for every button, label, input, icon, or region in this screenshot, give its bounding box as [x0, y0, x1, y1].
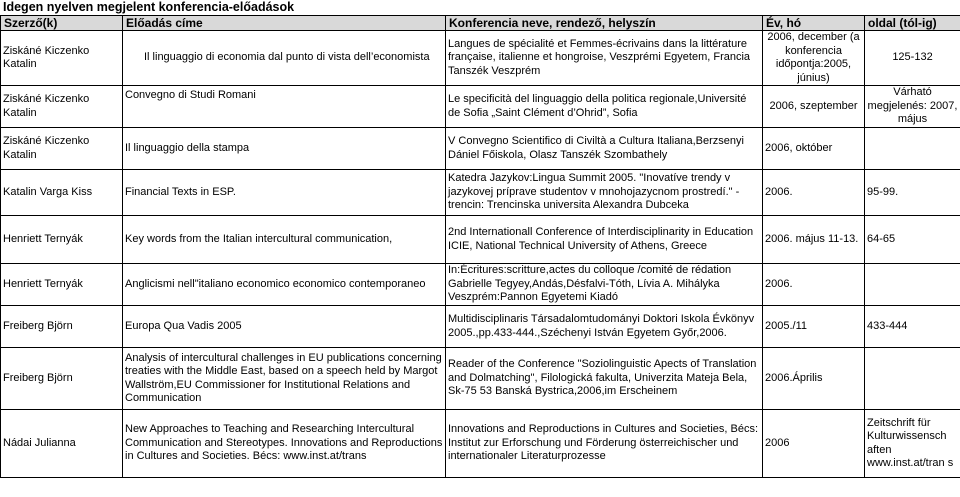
table-row — [1, 31, 960, 86]
cell-author: Ziskáné Kiczenko Katalin — [1, 86, 123, 128]
cell-date: 2006, szeptember — [763, 86, 865, 128]
table-row — [1, 264, 960, 306]
cell-pages: 125-132 — [865, 31, 960, 86]
cell-date: 2006.Április — [763, 348, 865, 410]
cell-pages — [865, 348, 960, 410]
cell-title: Key words from the Italian intercultural communication, — [123, 216, 446, 264]
table-row — [1, 348, 960, 410]
cell-pages: 433-444 — [865, 306, 960, 348]
cell-pages: Zeitschrift für Kulturwissensch aften www.inst.at/tran s — [865, 410, 960, 478]
cell-pages: 64-65 — [865, 216, 960, 264]
header-pages: oldal (tól-ig) — [865, 16, 960, 31]
cell-title: Convegno di Studi Romani — [123, 86, 446, 128]
sheet-title: Idegen nyelven megjelent konferencia-előadások — [3, 0, 295, 14]
table-row — [1, 216, 960, 264]
header-author: Szerző(k) — [1, 16, 123, 31]
cell-conference: Katedra Jazykov:Lingua Summit 2005. "Inovatíve trendy v jazykovej príprave studentov v mnohojazycnom prostredí." - trencin: Trencinska universita Alexandra Dubceka — [446, 170, 763, 216]
cell-title: Il linguaggio della stampa — [123, 128, 446, 170]
cell-author: Henriett Ternyák — [1, 216, 123, 264]
cell-pages: Várható megjelenés: 2007, május — [865, 86, 960, 128]
header-title: Előadás címe — [123, 16, 446, 31]
cell-date: 2006. május 11-13. — [763, 216, 865, 264]
cell-author: Henriett Ternyák — [1, 264, 123, 306]
table-row — [1, 86, 960, 128]
cell-pages: 95-99. — [865, 170, 960, 216]
table-row — [1, 128, 960, 170]
conference-table — [0, 15, 960, 478]
cell-author: Nádai Julianna — [1, 410, 123, 478]
cell-author: Ziskáné Kiczenko Katalin — [1, 31, 123, 86]
header-date: Év, hó — [763, 16, 865, 31]
cell-author: Freiberg Björn — [1, 306, 123, 348]
header-row — [1, 16, 960, 31]
cell-conference: 2nd Internationall Conference of Interdisciplinarity in Education ICIE, National Technical University of Athens, Greece — [446, 216, 763, 264]
cell-title: Analysis of intercultural challenges in EU publications concerning treaties with the Middle East, based on a speech held by Margot Wallström,EU Commissioner for Institutional Relations and Communication — [123, 348, 446, 410]
cell-date: 2006. — [763, 264, 865, 306]
table-row — [1, 170, 960, 216]
cell-conference: Multidisciplinaris Társadalomtudományi Doktori Iskola Évkönyv 2005.,pp.433-444.,Széchenyi István Egyetem Győr,2006. — [446, 306, 763, 348]
cell-conference: V Convegno Scientifico di Civiltà a Cultura Italiana,Berzsenyi Dániel Főiskola, Olasz Tanszék Szombathely — [446, 128, 763, 170]
cell-conference: Innovations and Reproductions in Cultures and Societies, Bécs: Institut zur Erforschung und Förderung österreichischer und internationaler Literaturprozesse — [446, 410, 763, 478]
cell-author: Ziskáné Kiczenko Katalin — [1, 128, 123, 170]
cell-date: 2006 — [763, 410, 865, 478]
header-conference: Konferencia neve, rendező, helyszín — [446, 16, 763, 31]
cell-conference: Langues de spécialité et Femmes-écrivains dans la littérature française, italienne et hongroise, Veszprémi Egyetem, Francia Tanszék Veszprém — [446, 31, 763, 86]
cell-title: Financial Texts in ESP. — [123, 170, 446, 216]
table-row — [1, 306, 960, 348]
cell-title: Anglicismi nell"italiano economico economico contemporaneo — [123, 264, 446, 306]
cell-date: 2006, október — [763, 128, 865, 170]
cell-pages — [865, 264, 960, 306]
cell-author: Freiberg Björn — [1, 348, 123, 410]
table-row — [1, 410, 960, 478]
cell-conference: Le specificità del linguaggio della politica regionale,Université de Sofia „Saint Clément d’Ohrid”, Sofia — [446, 86, 763, 128]
cell-title: Europa Qua Vadis 2005 — [123, 306, 446, 348]
cell-title: New Approaches to Teaching and Researching Intercultural Communication and Stereotypes. Innovations and Reproductions in Cultures and Societies. Bécs: www.inst.at/trans — [123, 410, 446, 478]
cell-author: Katalin Varga Kiss — [1, 170, 123, 216]
cell-date: 2006, december (a konferencia időpontja:2005, június) — [763, 31, 865, 86]
cell-title: Il linguaggio di economia dal punto di vista dell’economista — [123, 31, 446, 86]
cell-conference: Reader of the Conference "Soziolinguistic Apects of Translation and Dolmatching", Filologická fakulta, Univerzita Mateja Bela, Sk-75 53 Banská Bystrica,2006,im Erscheinem — [446, 348, 763, 410]
cell-conference: In:Écritures:scritture,actes du colloque /comité de rédation Gabrielle Tegyey,Andás,Désfalvi-Tóth, Lívia A. Mihályka Veszprém:Pannon Egyetemi Kiadó — [446, 264, 763, 306]
cell-date: 2006. — [763, 170, 865, 216]
cell-pages — [865, 128, 960, 170]
cell-date: 2005./11 — [763, 306, 865, 348]
